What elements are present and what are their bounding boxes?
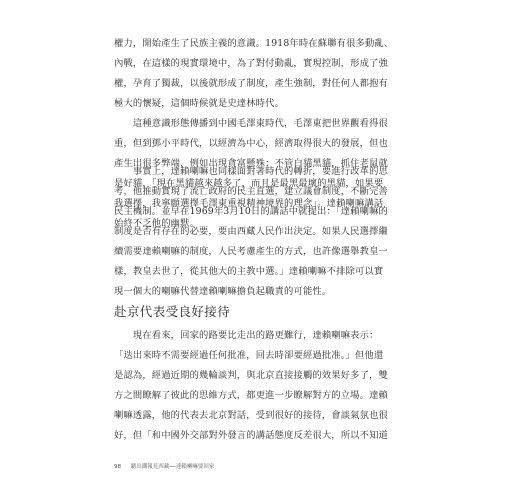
text-line: 方之間瞭解了彼此的思維方式，都更進一步瞭解對方的立場。達賴: [114, 390, 388, 401]
page-number: 98: [114, 464, 121, 470]
text-line: 是認為，經過近期的幾輪談判，與北京直接接觸的效果好多了，雙: [114, 370, 388, 381]
page-footer: [114, 462, 222, 470]
text-line: 極大的懷疑，這個時候就是史達林時代。: [114, 98, 285, 109]
text-line: 考，他推動實現了流亡政府的民主直選，建立議會制度，不斷完善: [114, 186, 388, 197]
running-title: 聽出鐵報見西藏──達賴喇嘛要回家: [130, 464, 215, 470]
paragraph-3: [114, 162, 430, 302]
text-line: 這種意識形態傳播到中國毛澤東時代，毛澤東把世界觀看得很: [114, 118, 388, 129]
text-line: 續需要達賴喇嘛的制度，人民考慮產生的方式，也許像選舉教皇一: [114, 246, 388, 257]
text-line: 事實上，達賴喇嘛也同樣面對著時代的轉折，要進行改革的思: [114, 166, 388, 177]
text-line: 始終不乏他的幽默。: [114, 218, 200, 229]
text-line: 我選擇，我寧願選擇毛澤東重視精神境界的理念」。達賴喇嘛講話: [114, 198, 384, 209]
text-line: 權，孕育了獨裁，以後就形成了制度，產生強制，對任何人都抱有: [114, 78, 388, 89]
text-line: 內戰，在這樣的現實環境中，為了對付動亂，實現控制，形成了強: [114, 58, 388, 69]
text-line: 好，但「和中國外交部對外發言的講話態度反差很大，所以不知道: [114, 430, 388, 441]
text-line: 現一個大的喇嘛代替達賴喇嘛擔負起職責的可能性。: [114, 286, 332, 297]
text-line: 樣，教皇去世了，從其他大的主教中選。」達賴喇嘛不排除可以實: [114, 266, 384, 277]
paragraph-1: [114, 34, 430, 114]
text-line: 「迭出來時不需要經過任何批准，回去時卻要經過批准。」但他還: [114, 350, 384, 361]
text-line: 喇嘛透露，他的代表去北京對話，受到很好的接待，會談氣氛也很: [114, 410, 388, 421]
text-line: 產生出很多弊端，例如出現貪富懸殊；不管白貓黑貓，抓住老鼠就: [114, 158, 388, 169]
text-line: 民主機制。並早在1969年3月10日的講話中就提出：「達賴喇嘛的: [114, 206, 388, 217]
text-line: 是好貓，「現在黑貓越來越多了，而且是最黑最壞的黑貓，如果要: [114, 178, 384, 189]
text-line: 現在看來，回家的路要比走出的路更難行，達賴喇嘛表示：: [114, 330, 379, 341]
section-heading: 赴京代表受良好接待: [114, 304, 231, 319]
text-line: 重，但到鄧小平時代，以經濟為中心，經濟取得很大的發展，但也: [114, 138, 388, 149]
text-line: 制度是否有存在的必要，要由西藏人民作出決定。如果人民選擇繼: [114, 226, 388, 237]
paragraph-4: [114, 326, 430, 446]
text-line: 權力，開始產生了民族主義的意識。1918年時在蘇聯有很多動亂、: [114, 38, 394, 49]
